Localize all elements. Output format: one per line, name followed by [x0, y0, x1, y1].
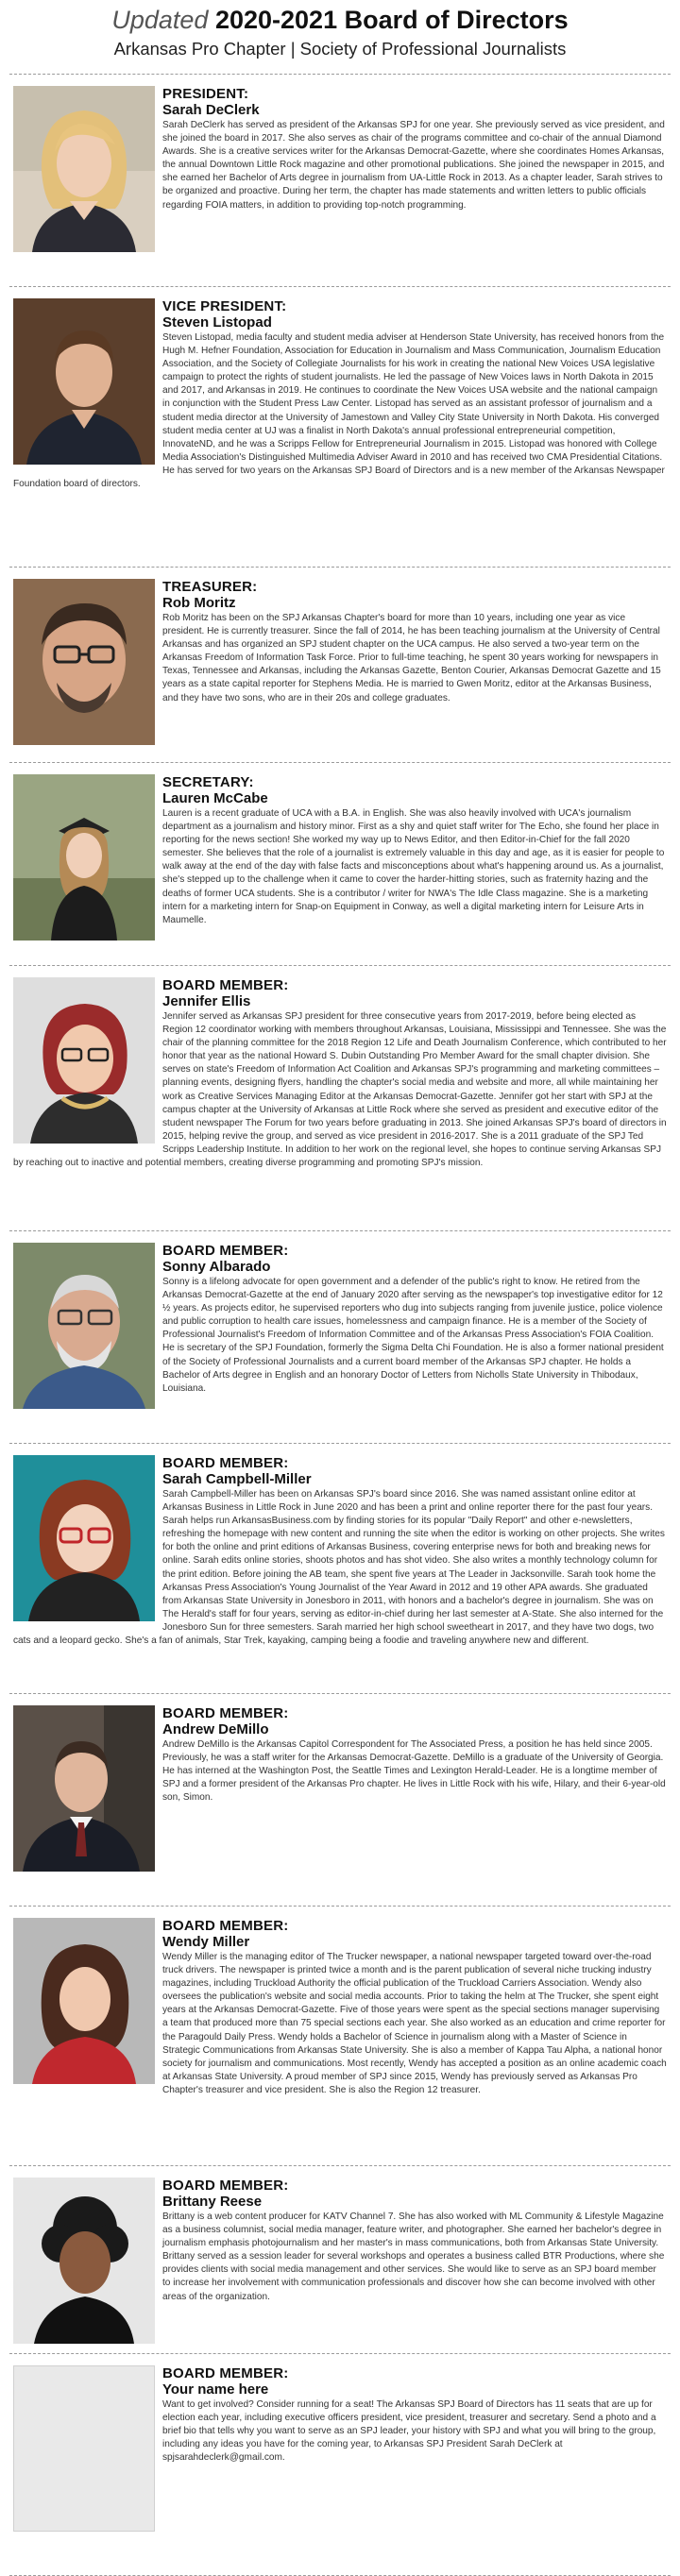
member-photo	[13, 1705, 155, 1872]
member-photo	[13, 2178, 155, 2344]
member-bio: Brittany is a web content producer for KATV Channel 7. She has also worked with ML Community & Lifestyle Magazine as a business columnist, social media manager, feature writer, and photographer. She earned her bachelor's degree in journalism emphasis photojournalism and her master's in mass communications, both from Arkansas State University. Brittany served as a session leader for several workshops and operates a business called BTR Productions, where she provides clients with social media management and other services. She would like to serve as an SPJ board member to increase her involvement with communication professionals and discover how she can become involved with other areas of the organization.	[162, 2212, 665, 2302]
portrait-image	[13, 1455, 155, 1621]
member-entry-sarah-campbell-miller	[9, 1444, 671, 1693]
portrait-image	[13, 1243, 155, 1409]
member-photo	[13, 86, 155, 252]
document-header	[9, 0, 671, 74]
member-bio: Rob Moritz has been on the SPJ Arkansas Chapter's board for more than 10 years, including one year as vice president. He is currently treasurer. Since the fall of 2014, he has been teaching journalism at the University of Central Arkansas and has organized an SPJ student chapter on the UCA campus. He also served a two-year term on the Arkansas Freedom of Information Task Force. Prior to full-time teaching, he spent 30 years working for newspapers in Texas, Tennessee and Arkansas, including the Arkansas Gazette, Benton Courier, Arkansas Democrat Gazette and 15 years as a state capital reporter for Stephens Media. He is married to Gwen Moritz, editor at the Arkansas Business, and they have two sons, who are in their 20s and college graduates.	[162, 613, 661, 703]
member-role: BOARD MEMBER:	[162, 1243, 289, 1259]
portrait-image	[13, 86, 155, 252]
member-bio: Lauren is a recent graduate of UCA with a B.A. in English. She was also heavily involved with UCA's journalism department as a journalism and history minor. First as a shy and quiet staff writer for The Echo, she found her place in reporting for the news section! She worked my way up to News Editor, and then Editor-in-Chief for the fall 2020 semester. She believes that the role of a journalist is extremely valuable in this day and age, as it is easier for people to walk away at the end of the day with false facts and misconceptions about what's happening around us. As a journalist, she's stepped up to the challenge when it came to cover the harder-hitting stories, such as fraternity hazing and the deaths of former UCA students. She is a contributor / writer for NWA's The Idle Class magazine. She is a marketing intern for a marketing intern for Snap-on Equipment in Conway, as well a digital marketing intern for Leisure Arts in Maumelle.	[162, 808, 665, 925]
member-role: SECRETARY:	[162, 774, 254, 790]
portrait-image	[13, 2178, 155, 2344]
member-name: Andrew DeMillo	[162, 1721, 269, 1737]
member-bio: Jennifer served as Arkansas SPJ president for three consecutive years from 2017-2019, before being elected as Region 12 coordinator working with members throughout Arkansas, Louisiana, Mississippi and Tennessee. She was the chair of the planning committee for the 2018 Region 12 Life and Death Journalism Conference, which contributed to her honor that year as the national Howard S. Dubin Outstanding Pro Member Award for the small chapter division. She serves on state's Freedom of Information Act Coalition and Arkansas SPJ's programming and marketing committees – planning events, designing flyers, handling the chapter's social media and website and more, all while maintaining her work as Creative Services Managing Editor at the Arkansas Democrat-Gazette. Jennifer got her start with SPJ at the campus chapter at the University of Arkansas at Little Rock where she served as president and executive editor of the student newspaper The Forum for two years before graduating in 2013. She joined Arkansas SPJ's board of directors in 2015, helping revive the group, and served as vice president in 2016-2017. She is a 2011 graduate of the SPJ Ted Scripps Leadership Institute. In addition to her work on the regional level, she hopes to continue serving Arkansas SPJ by reaching out to inactive and potential members, creating diverse programming and promoting SPJ's mission.	[13, 1011, 667, 1169]
member-photo	[13, 977, 155, 1144]
member-name: Brittany Reese	[162, 2194, 263, 2210]
member-name: Sarah Campbell-Miller	[162, 1471, 312, 1487]
member-entry-secretary	[9, 763, 671, 965]
member-entry-treasurer	[9, 568, 671, 762]
member-bio: Sarah DeClerk has served as president of the Arkansas SPJ for one year. She previously served as vice president, and she joined the board in 2017. She also serves as chair of the programs committee and co-chair of the annual Diamond Awards. She is a creative services writer for the Arkansas Democrat-Gazette, where she coordinates Homes Arkansas, the annual Downtown Little Rock magazine and other promotional publications. She joined the newspaper in 2015, and she earned her Bachelor of Arts degree in journalism from UA-Little Rock in 2013. As a chapter leader, Sarah strives to be organized and proactive. During her term, the chapter has made statements and written letters to public officials regarding FOIA matters, in addition to providing top-notch programming.	[162, 120, 665, 211]
member-name: Jennifer Ellis	[162, 993, 251, 1009]
member-photo	[13, 1455, 155, 1621]
member-bio: Wendy Miller is the managing editor of The Trucker newspaper, a national newspaper targeted toward over-the-road truck drivers. The newspaper is printed twice a month and is the parent publication of several niche trucking industry magazines, including Truckload Authority the official publication of the Truckload Carriers Association. Wendy also oversees the publication's website and social media accounts. Prior to taking the helm at The Trucker, she spent eight years at the Arkansas Democrat-Gazette. Five of those years were spent as the special sections manager supervising a team that produced more than 75 special sections each year. She also worked as an education and crime reporter for the Paragould Daily Press. Wendy holds a Bachelor of Science in journalism along with a Master of Science in Strategic Communications from Arkansas State University. She is also a member of Kappa Tau Alpha, a national honor society for journalism and communications. Most recently, Wendy has accepted a position as an online academic coach at Arkansas State University. A proud member of SPJ since 2015, Wendy has previously served as Arkansas Pro Chapter's treasurer and vice president. She is also the Region 12 treasurer.	[162, 1952, 667, 2095]
portrait-image	[13, 774, 155, 941]
member-bio: Want to get involved? Consider running for a seat! The Arkansas SPJ Board of Directors has 11 seats that are up for election each year, including executive officers president, vice president, treasurer and secretary. Send a photo and a brief bio that tells why you want to serve as an SPJ leader, your history with SPJ and what you will bring to the group, including any ideas you have for the coming year, to Arkansas SPJ President Sarah DeClerk at spjsarahdeclerk@gmail.com.	[162, 2399, 656, 2464]
portrait-image	[13, 1918, 155, 2084]
member-entry-andrew-demillo	[9, 1694, 671, 1906]
title-main: 2020-2021 Board of Directors	[214, 6, 569, 34]
portrait-image	[13, 298, 155, 465]
member-name: Sonny Albarado	[162, 1259, 271, 1275]
member-photo	[13, 1243, 155, 1409]
member-name: Your name here	[162, 2381, 269, 2398]
member-role: BOARD MEMBER:	[162, 2365, 289, 2381]
member-role: PRESIDENT:	[162, 86, 249, 102]
portrait-image	[13, 977, 155, 1144]
member-entry-president	[9, 75, 671, 286]
member-bio: Sonny is a lifelong advocate for open government and a defender of the public's right to know. He retired from the Arkansas Democrat-Gazette at the end of January 2020 after serving as the newspaper's top investigative editor for 12 ½ years. As projects editor, he supervised reporters who dug into subjects ranging from juvenile justice, police violence and public corruption to health care issues, homelessness and campaign finance. He is a member of the Society of Professional Journalist's Freedom of Information Committee and of the Arkansas Press Association's FOIA Coalition. He is secretary of the SPJ Foundation, formerly the Sigma Delta Chi Foundation. He is also a former national president of the Society of Professional Journalists and a current board member of the Arkansas SPJ chapter. He holds a Bachelor of Arts degree in English and an honorary Doctor of Letters from Nicholls State University in Thibodaux, Louisiana.	[162, 1277, 664, 1394]
member-name: Steven Listopad	[162, 314, 272, 330]
member-name: Lauren McCabe	[162, 790, 268, 806]
member-entry-vice-president	[9, 287, 671, 567]
member-role: TREASURER:	[162, 579, 258, 595]
page-title	[9, 4, 671, 36]
member-photo	[13, 579, 155, 745]
member-name: Sarah DeClerk	[162, 102, 260, 118]
member-photo	[13, 1918, 155, 2084]
member-role: BOARD MEMBER:	[162, 1918, 289, 1934]
member-photo	[13, 774, 155, 941]
page-subtitle: Arkansas Pro Chapter | Society of Professional Journalists	[113, 39, 567, 59]
title-prefix: Updated	[111, 6, 209, 34]
member-entry-sonny-albarado	[9, 1231, 671, 1443]
photo-placeholder	[13, 2365, 155, 2532]
member-entry-jennifer-ellis	[9, 966, 671, 1230]
member-role: BOARD MEMBER:	[162, 977, 289, 993]
member-bio: Andrew DeMillo is the Arkansas Capitol Correspondent for The Associated Press, a position he has held since 2005. Previously, he was a staff writer for the Arkansas Democrat-Gazette. DeMillo is a graduate of the University of Georgia. He has interned at the Washington Post, the Seattle Times and Lexington Herald-Leader. He is a longtime member of SPJ and a former president of the Arkansas Pro chapter. He lives in Little Rock with his wife, Hilary, and their 6-year-old son, Simon.	[162, 1739, 666, 1804]
member-entry-open-seat	[9, 2354, 671, 2575]
portrait-image	[13, 579, 155, 745]
member-name: Wendy Miller	[162, 1934, 250, 1950]
member-role: BOARD MEMBER:	[162, 1455, 289, 1471]
portrait-image	[13, 1705, 155, 1872]
member-photo	[13, 298, 155, 465]
member-entry-brittany-reese	[9, 2166, 671, 2353]
member-name: Rob Moritz	[162, 595, 236, 611]
member-role: BOARD MEMBER:	[162, 2178, 289, 2194]
member-bio: Sarah Campbell-Miller has been on Arkansas SPJ's board since 2016. She was named assistant online editor at Arkansas Business in Little Rock in June 2020 and has been a print and online reporter there for the past four years. Sarah helps run ArkansasBusiness.com by finding stories for its popular "Daily Report" and other e-newsletters, refreshing the homepage with new content and running the site when the editor is working on other projects. She writes for both the online and print editions of Arkansas Business, covering enterprise news for both and breaking news for online. Sarah edits online stories, shoots photos and has shot video. She also writes a monthly technology column for the print edition. Before joining the AB team, she spent five years at The Leader in Jacksonville. Sarah took home the Arkansas Press Association's Young Journalist of the Year Award in 2012 and 19 other APA awards. She graduated from Arkansas State University in Jonesboro in 2011, with honors and a bachelor's degree in journalism. She was on The Herald's staff for four years, serving as editor-in-chief during her last semester at A-State. She also interned for the Jonesboro Sun for three semesters. Sarah married her high school sweetheart in 2017, and they have two dogs, two cats and a leopard gecko. She's a fan of animals, Star Trek, kayaking, camping being a foodie and traveling anywhere new and different.	[13, 1489, 665, 1647]
member-entry-wendy-miller	[9, 1907, 671, 2165]
member-role: BOARD MEMBER:	[162, 1705, 289, 1721]
member-bio: Steven Listopad, media faculty and student media adviser at Henderson State University, has received honors from the Hugh M. Hefner Foundation, Association for Education in Journalism and Mass Communication, Journalism Education Association, and the Society of Collegiate Journalists for his work in creating the national New Voices USA legislative campaign to protect the rights of student journalists. He led the passage of New Voices laws in North Dakota in 2015 and 2017, and Arkansas in 2019. He continues to coordinate the New Voices USA website and the national campaign in conjunction with the Student Press Law Center. Listopad has served as an assistant professor of journalism and a student media director at the University of Jamestown and Valley City State University in North Dakota. His converged student media center at UJ was a finalist in North Dakota's annual professional entrepreneurial competition, InnovateND, and he was a Scripps Fellow for Entrepreneurial Journalism in 2015. Listopad was honored with College Media Association's Distinguished Multimedia Adviser Award in 2010 and has received two CMA Presidential Citations. He has served for two years on the Arkansas SPJ Board of Directors and is a new member of the Arkansas Newspaper Foundation board of directors.	[13, 332, 665, 490]
member-role: VICE PRESIDENT:	[162, 298, 287, 314]
